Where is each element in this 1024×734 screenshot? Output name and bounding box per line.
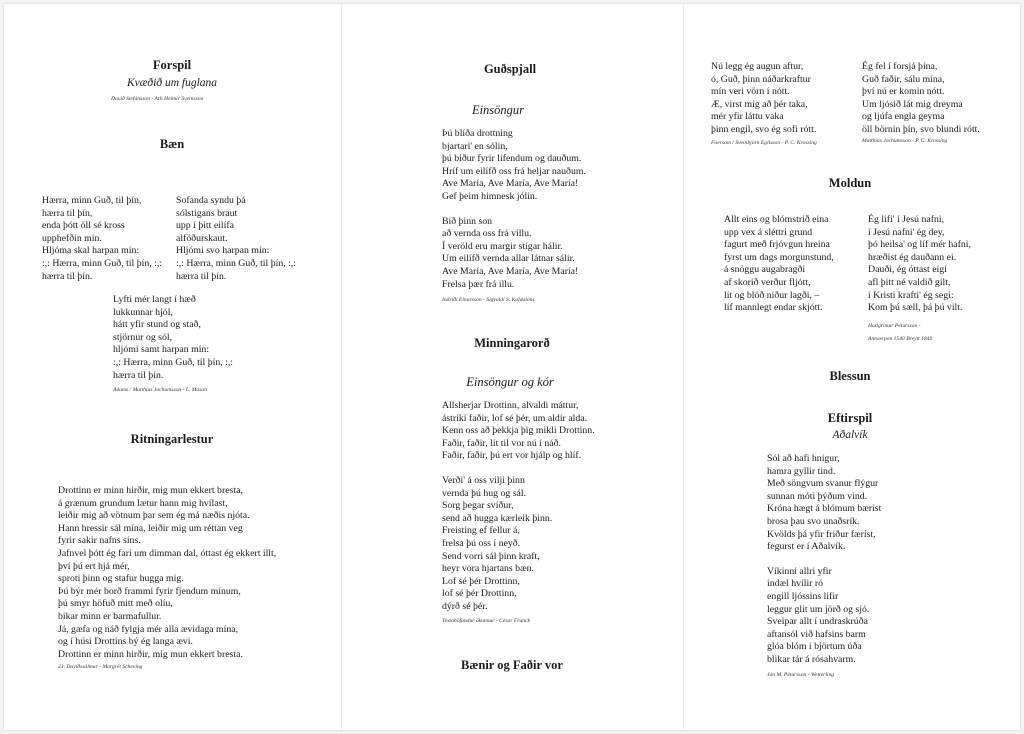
verse-line: og ljúfa engla geyma — [862, 111, 945, 123]
text-line: Já, gæfa og náð fylgja mér alla ævidaga mína, — [58, 623, 239, 635]
verse-line: blikar tár á rósahvarm. — [767, 653, 856, 665]
verse-line: Ég fel í forsjá þína, — [862, 61, 938, 72]
verse-line: :,: Hærra, minn Guð, til þín, :,: — [113, 356, 234, 368]
verse-line: Bið þinn son — [442, 215, 493, 227]
verse-line: lof sé þér Drottinn, — [442, 588, 517, 600]
credit-moldun-1: Hallgrímur Pétursson - — [868, 323, 921, 329]
verse-line: hærra til þín. — [113, 369, 164, 381]
verse-line: hærra til þín, — [42, 207, 93, 219]
verse-line: hærra til þín. — [42, 270, 93, 282]
verse-line: indæl hvílir ró — [767, 578, 824, 590]
verse-line: Guð faðir, sálu mína, — [862, 73, 945, 85]
verse-line: enda þótt öll sé kross — [42, 220, 125, 232]
verse-line: sunnan móti þýðum vind. — [767, 490, 868, 502]
section-title-ritningarlestur: Ritningarlestur — [130, 432, 214, 446]
text-line: á grænum grundum lætur hann mig hvílast, — [58, 497, 228, 509]
section-subtitle-eftirspil: Aðalvík — [832, 429, 868, 441]
verse-line: Sofanda syndu þá — [176, 195, 246, 206]
verse-line: ó, Guð, þinn náðarkraftur — [711, 73, 811, 85]
fold-line-right — [683, 4, 684, 730]
verse-line: lit og blöð niður lagði, – — [724, 289, 820, 301]
credit-moldun-2: Antwerpen 1540 Breytt 1840 — [868, 336, 933, 342]
verse-line: Nú legg ég augun aftur, — [711, 61, 804, 72]
credit-forspil: Davíð Stefánsson - Atli Heimir Sveinsson — [111, 96, 204, 102]
verse-line: Frelsa þær frá illu. — [442, 278, 515, 290]
section-title-baen: Bæn — [159, 137, 185, 151]
verse-line: dýrð sé þér. — [442, 600, 488, 612]
verse-line: Hærra, minn Guð, til þín, — [42, 195, 142, 206]
section-title-minningarord: Minningarorð — [474, 336, 550, 350]
credit-gudspjall: Indriði Einarsson - Sigvaldi S. Kaldalóns — [442, 297, 535, 303]
verse-line: mín veri vörn í nótt. — [711, 86, 790, 98]
verse-line: Allt eins og blómstrið eina — [724, 214, 829, 225]
section-subtitle-minningarord: Einsöngur og kór — [466, 375, 554, 389]
verse-line: Sól að hafi hnígur, — [767, 453, 840, 464]
verse-line: Dauði, ég óttast eigi — [868, 264, 947, 276]
text-line: og í húsi Drottins bý ég langa ævi. — [58, 636, 193, 648]
verse-line: :,: Hærra, minn Guð, til þín, :,: — [42, 257, 163, 269]
verse-line: hræðist ég dauðann ei. — [868, 251, 957, 263]
verse-line: líf mannlegt endar skjótt. — [724, 302, 823, 314]
verse-line: í Kristi krafti' ég segi: — [868, 289, 954, 301]
verse-line: fagurt með frjóvgun hreina — [724, 239, 830, 251]
verse-line: send að hugga kærleik þinn. — [442, 512, 553, 524]
verse-line: Þú blíða drottning — [442, 128, 513, 139]
minningarord-text — [442, 400, 595, 614]
verse-line: á snöggu augabragði — [724, 264, 806, 276]
verse-line: Freisting ef fellur á, — [442, 525, 520, 537]
verse-line: mér yfir láttu vaka — [711, 111, 784, 123]
verse-line: Ég lifi' í Jesú nafni, — [868, 214, 945, 225]
verse-line: að vernda oss frá villu. — [442, 228, 532, 240]
verse-line: Kvölds þá yfir friður færist, — [767, 528, 876, 540]
verse-line: Um ljósið lát mig dreyma — [862, 98, 963, 110]
verse-line: Gef þeim himnesk jólin. — [442, 190, 538, 202]
section-title-gudspjall: Guðspjall — [483, 62, 537, 76]
text-line: Drottinn er minn hirðir, mig mun ekkert bresta. — [58, 648, 243, 660]
verse-line: þú biður fyrir lifendum og dauðum. — [442, 153, 582, 165]
text-line: bikar minn er barmafullur. — [58, 610, 162, 622]
verse-line: Æ, virst mig að þér taka, — [711, 98, 808, 110]
moldun-verse-1 — [724, 214, 834, 315]
verse-line: Hljómi svo harpan mín: — [176, 245, 270, 257]
verse-line: lukkunnar hjól, — [113, 306, 173, 318]
verse-line: engill ljóssins lifir — [767, 590, 839, 602]
verse-line: Kom þú sæll, þá þú vilt. — [868, 302, 963, 314]
verse-line: brosa þau svo unaðsrík. — [767, 515, 860, 527]
credit-eftirspil: Jón M. Pétursson - Wetterling — [767, 672, 835, 678]
verse-line: Króna hægt á blómum bærist — [767, 503, 882, 515]
text-line: sproti þinn og stafur hugga mig. — [58, 573, 184, 585]
text-line: Jafnvel þótt ég fari um dimman dal, óttast ég ekkert illt, — [58, 547, 277, 559]
verse-line: fyrst um dags morgunstund, — [724, 251, 834, 263]
text-line: Drottinn er minn hirðir, mig mun ekkert bresta, — [58, 485, 243, 496]
verse-line: í Jesú nafni' ég dey, — [868, 226, 945, 238]
text-line: fyrir sakir nafns síns. — [58, 535, 141, 547]
verse-line: því nú er komin nótt. — [862, 86, 945, 98]
baen-verse-2 — [176, 195, 296, 283]
text-line: leiðir mig að vötnum þar sem ég má næðis njóta. — [58, 510, 250, 522]
verse-line: :,: Hærra, minn Guð, til þín, :,: — [176, 257, 297, 269]
verse-line: fegurst er í Aðalvík. — [767, 541, 846, 553]
verse-line: bjartari' en sólin, — [442, 140, 508, 152]
verse-line: Í veröld eru margir stígar hálir. — [442, 240, 563, 252]
verse-line: Sorg þegar svíður, — [442, 500, 514, 512]
credit-augun-right: Matthías Jochumsson - P. C. Krossing — [862, 138, 948, 144]
section-title-moldun: Moldun — [828, 176, 872, 190]
verse-line: leggur glit um jörð og sjó. — [767, 603, 870, 615]
fold-line-left — [341, 4, 342, 730]
verse-line: Send vorri sál þinn kraft, — [442, 550, 540, 562]
verse-line: Hríf um eilífð oss frá heljar nauðum. — [442, 165, 586, 177]
verse-line: hljómi samt harpan mín: — [113, 344, 210, 356]
moldun-verse-2 — [868, 214, 971, 315]
augun-verse-2 — [862, 61, 980, 137]
verse-line: hátt yfir stund og stað, — [113, 319, 201, 331]
verse-line: Verði' á oss vilji þinn — [442, 474, 525, 486]
verse-line: Ave María, Ave María, Ave María! — [442, 265, 579, 277]
verse-line: alföðurskaut. — [176, 232, 228, 244]
verse-line: þó heilsa' og líf mér hafni, — [868, 239, 971, 251]
credit-minningarord: Textahöfundur ókunnur - César Franck — [442, 618, 531, 624]
section-subtitle-gudspjall: Einsöngur — [471, 103, 525, 117]
section-title-forspil: Forspil — [152, 58, 192, 72]
baen-verse-1 — [42, 195, 162, 283]
verse-line: þinn engil, svo ég sofi rótt. — [711, 123, 817, 135]
verse-line: Allsherjar Drottinn, alvaldi máttur, — [442, 400, 579, 411]
text-line: Hann hressir sál mína, leiðir mig um réttan veg — [58, 522, 243, 534]
section-subtitle-forspil: Kvæðið um fuglana — [126, 77, 218, 89]
text-line: Þú býr mér borð frammi fyrir fjendum mínum, — [58, 585, 241, 597]
verse-line: öll börnin þín, svo blundi rótt. — [862, 123, 980, 135]
verse-line: aftansól við hafsins barm — [767, 628, 866, 640]
verse-line: Hljóma skal harpan mín: — [42, 245, 140, 257]
verse-line: ástríki faðir, lof sé þér, um aldir alda. — [442, 412, 588, 424]
credit-ritningarlestur: 23. Davíðssálmur - Margrét Scheving — [58, 664, 143, 670]
section-title-blessun: Blessun — [829, 369, 871, 383]
credit-baen: Adams / Matthías Jochumsson - L. Mason — [113, 387, 208, 393]
verse-line: afl þitt né valdið gilt, — [868, 276, 951, 288]
text-line: því þú ert hjá mér, — [58, 560, 130, 572]
verse-line: sólstigans braut — [176, 207, 238, 219]
credit-augun-left: Foersom / Sveinbjörn Egilsson - P. C. Krossing — [711, 140, 817, 146]
verse-line: glóa blóm í björtum úða — [767, 641, 862, 653]
verse-line: hærra til þín. — [176, 270, 227, 282]
verse-line: upp vex á sléttri grund — [724, 226, 813, 238]
verse-line: Með söngvum svanur flýgur — [767, 478, 879, 490]
text-line: þú smyr höfuð mitt með olíu, — [58, 598, 173, 610]
eftirspil-text — [767, 453, 881, 667]
verse-line: vernda þú hug og sál. — [442, 487, 527, 499]
section-title-eftirspil: Eftirspil — [827, 411, 873, 425]
section-title-baenir: Bænir og Faðir vor — [461, 658, 563, 672]
verse-line: stjörnur og sól, — [113, 331, 173, 343]
verse-line: Kenn oss að þekkja þig mikli Drottinn. — [442, 425, 595, 437]
ritningarlestur-text — [58, 485, 276, 661]
baen-verse-3 — [113, 294, 233, 382]
verse-line: Faðir, faðir, þú ert vor hjálp og hlíf. — [442, 450, 582, 462]
verse-line: frelsa þú oss í neyð. — [442, 537, 521, 549]
verse-line: upp í þitt eilífa — [176, 220, 234, 232]
verse-line: Ave María, Ave María, Ave María! — [442, 178, 579, 190]
gudspjall-text — [442, 128, 586, 291]
verse-line: Víkinni allri yfir — [767, 565, 832, 577]
verse-line: Lyfti mér langt í hæð — [113, 294, 196, 305]
verse-line: Um eilífð vernda allar látnar sálir. — [442, 253, 575, 265]
augun-verse-1 — [711, 61, 816, 137]
verse-line: Lof sé þér Drottinn, — [442, 575, 520, 587]
verse-line: Faðir, faðir, lít til vor nú í náð. — [442, 437, 561, 449]
verse-line: hamra gyllir tind. — [767, 465, 836, 477]
verse-line: upphefðin mín. — [42, 232, 102, 244]
verse-line: heyr vora hjartans bæn. — [442, 563, 534, 575]
verse-line: Sveipar allt í undraskrúða — [767, 616, 868, 628]
verse-line: af skorið verður fljótt, — [724, 276, 811, 288]
